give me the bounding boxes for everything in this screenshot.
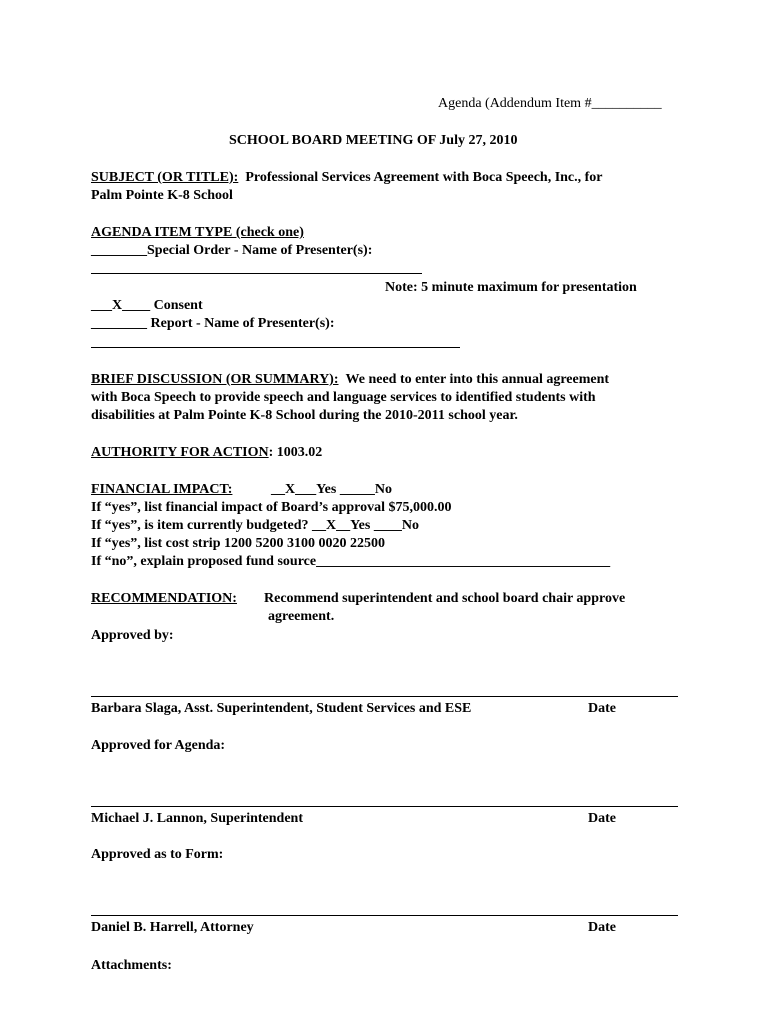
recommendation-text: Recommend superintendent and school board chair approve — [264, 591, 626, 606]
signer-name: Barbara Slaga, Asst. Superintendent, Student Services and ESE — [91, 701, 472, 716]
signature-line — [91, 696, 678, 697]
date-label: Date — [588, 811, 616, 826]
date-label: Date — [588, 701, 616, 716]
signer-name: Michael J. Lannon, Superintendent — [91, 811, 303, 826]
recommendation-label: RECOMMENDATION: — [91, 591, 237, 606]
presentation-time-note: Note: 5 minute maximum for presentation — [385, 280, 637, 295]
brief-discussion-line2: with Boca Speech to provide speech and language services to identified students with — [91, 390, 596, 405]
report-presenter-line — [91, 347, 460, 348]
authority-value: : 1003.02 — [268, 445, 323, 460]
brief-discussion-line1 — [91, 371, 609, 389]
financial-impact-label: FINANCIAL IMPACT: — [91, 482, 233, 497]
signature-line — [91, 915, 678, 916]
meeting-title: SCHOOL BOARD MEETING OF July 27, 2010 — [229, 133, 518, 148]
approved-as-to-form-heading: Approved as to Form: — [91, 847, 224, 862]
approved-for-agenda-heading: Approved for Agenda: — [91, 738, 226, 753]
subject-line — [91, 169, 603, 187]
brief-discussion-label: BRIEF DISCUSSION (OR SUMMARY): — [91, 372, 339, 387]
brief-discussion-text: We need to enter into this annual agreement — [345, 372, 610, 387]
recommendation-text-continued: agreement. — [268, 609, 335, 624]
special-order-presenter-line — [91, 273, 422, 274]
financial-impact-line — [91, 481, 232, 499]
signature-line — [91, 806, 678, 807]
budgeted-question: If “yes”, is item currently budgeted? __X__Yes ____No — [91, 518, 419, 533]
approved-by-heading: Approved by: — [91, 628, 174, 643]
subject-text-continued: Palm Pointe K-8 School — [91, 188, 233, 203]
cost-strip: If “yes”, list cost strip 1200 5200 3100 0020 22500 — [91, 536, 385, 551]
special-order-option: ________Special Order - Name of Presenter(s): — [91, 243, 373, 258]
authority-label: AUTHORITY FOR ACTION — [91, 445, 269, 460]
subject-text: Professional Services Agreement with Boca Speech, Inc., for — [245, 170, 603, 185]
agenda-item-type-label: AGENDA ITEM TYPE (check one) — [91, 225, 304, 240]
agenda-item-reference: Agenda (Addendum Item #__________ — [438, 96, 662, 111]
brief-discussion-line3: disabilities at Palm Pointe K-8 School during the 2010-2011 school year. — [91, 408, 518, 423]
date-label: Date — [588, 920, 616, 935]
report-option: ________ Report - Name of Presenter(s): — [91, 316, 335, 331]
fund-source: If “no”, explain proposed fund source__________________________________________ — [91, 554, 611, 569]
financial-impact-choice: __X___Yes _____No — [271, 482, 392, 497]
financial-impact-amount: If “yes”, list financial impact of Board’s approval $75,000.00 — [91, 500, 452, 515]
signer-name: Daniel B. Harrell, Attorney — [91, 920, 254, 935]
attachments-label: Attachments: — [91, 958, 172, 973]
subject-label: SUBJECT (OR TITLE): — [91, 170, 239, 185]
consent-option: ___X____ Consent — [91, 298, 203, 313]
authority-line — [91, 444, 322, 462]
